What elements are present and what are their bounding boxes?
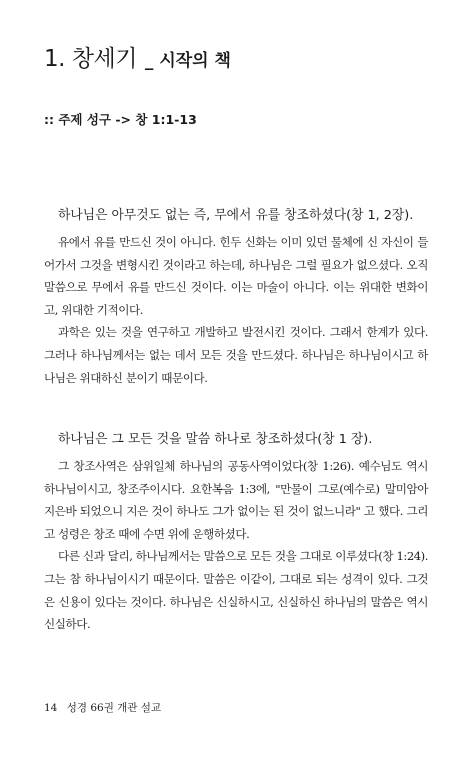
- section-heading: 하나님은 아무것도 없는 즉, 무에서 유를 창조하셨다(창 1, 2장).: [58, 208, 414, 223]
- paragraph: 다른 신과 달리, 하나님께서는 말씀으로 모든 것을 그대로 이루셨다(창 1:24). 그는 참 하나님이시기 때문이다. 말씀은 이같이, 그대로 되는 성격이 있다. 그것은 신용이 있다는 것이다. 하나님은 신실하시고, 신실하신 하나님의 말씀은 역시 신실하다.: [44, 549, 428, 632]
- paragraph: 과학은 있는 것을 연구하고 개발하고 발전시킨 것이다. 그래서 한계가 있다. 그러나 하나님께서는 없는 데서 모든 것을 만드셨다. 하나님은 하나님이시고 하나님은 위대하신 분이기 때문이다.: [44, 325, 428, 385]
- chapter-title-main: 1. 창세기: [44, 46, 137, 72]
- page-footer: [44, 700, 161, 715]
- paragraph: 유에서 유를 만드신 것이 아니다. 힌두 신화는 이미 있던 물체에 신 자신이 들어가서 그것을 변형시킨 것이라고 하는데, 하나님은 그럴 필요가 없으셨다. 오직 말씀으로 무에서 유를 만드신 것이다. 이는 마술이 아니다. 이는 위대한 변화이고, 위대한 기적이다.: [44, 235, 428, 317]
- chapter-title: [44, 40, 231, 73]
- section-heading: 하나님은 그 모든 것을 말씀 하나로 창조하셨다(창 1 장).: [58, 432, 373, 447]
- paragraph: 그 창조사역은 삼위일체 하나님의 공동사역이었다(창 1:26). 예수님도 역시 하나님이시고, 창조주이시다. 요한복음 1:3에, "만물이 그로(예수로) 말미암아 지은바 되었으니 지은 것이 하나도 그가 없이는 된 것이 없느니라" 고 했다. 그리고 성령은 창조 때에 수면 위에 운행하셨다.: [44, 459, 428, 541]
- chapter-subtitle: _ 시작의 책: [144, 51, 231, 71]
- section-creation-by-word: [44, 430, 428, 636]
- running-book-title: 성경 66권 개관 설교: [66, 702, 162, 714]
- section-creation-ex-nihilo: [44, 206, 428, 389]
- page-number: 14: [44, 702, 58, 714]
- theme-verse-line: :: 주제 성구 -> 창 1:1-13: [44, 112, 197, 127]
